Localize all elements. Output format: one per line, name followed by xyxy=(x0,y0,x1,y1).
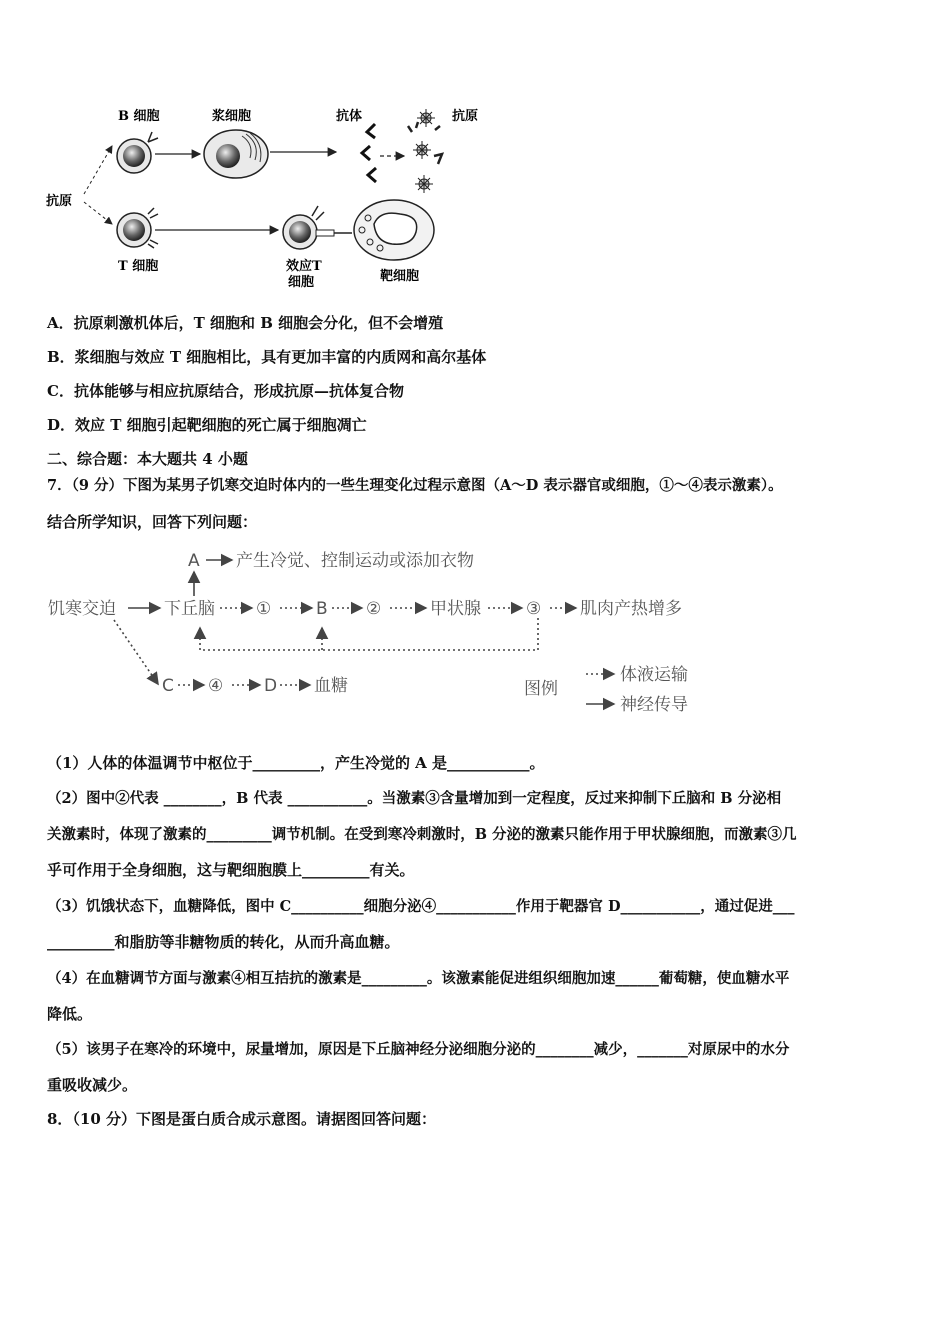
target-cell xyxy=(354,200,434,260)
antigen-label-left: 抗原 xyxy=(46,194,73,209)
b-cell xyxy=(117,132,158,173)
option-b: B．浆细胞与效应 T 细胞相比，具有更加丰富的内质网和高尔基体 xyxy=(47,348,487,366)
q7-sub5-line2: 重吸收减少。 xyxy=(47,1076,138,1094)
b-cell-label: B 细胞 xyxy=(118,109,160,124)
antibody-shapes xyxy=(362,124,376,182)
q7-sub3-line2: _________和脂肪等非糖物质的转化，从而升高血糖。 xyxy=(47,933,400,951)
flow-diagram xyxy=(44,538,704,724)
section-title: 二、综合题：本大题共 4 小题 xyxy=(47,450,248,468)
label-hormone-3: ③ xyxy=(526,599,542,619)
effector-t-cell xyxy=(283,206,352,249)
label-a: A xyxy=(188,551,200,571)
label-muscle-heat: 肌肉产热增多 xyxy=(580,599,682,619)
option-c: C．抗体能够与相应抗原结合，形成抗原—抗体复合物 xyxy=(47,382,404,400)
option-d: D．效应 T 细胞引起靶细胞的死亡属于细胞凋亡 xyxy=(47,416,367,434)
label-blood-sugar: 血糖 xyxy=(314,676,348,696)
label-hormone-4: ④ xyxy=(208,676,224,696)
immune-diagram xyxy=(40,98,500,294)
label-hormone-1: ① xyxy=(256,599,272,619)
q8-title: 8．（10 分）下图是蛋白质合成示意图。请据图回答问题： xyxy=(47,1110,437,1128)
antigen-label-right: 抗原 xyxy=(452,109,479,124)
label-hypothalamus: 下丘脑 xyxy=(164,599,215,619)
t-cell xyxy=(117,208,158,248)
q7-line1: 7．（9 分）下图为某男子饥寒交迫时体内的一些生理变化过程示意图（A～D 表示器官或细胞，①～④表示激素）。 xyxy=(47,477,783,494)
q7-line2: 结合所学知识，回答下列问题： xyxy=(47,513,258,531)
arrow-start-c xyxy=(114,620,158,684)
q7-sub5-line1: （5）该男子在寒冷的环境中，尿量增加，原因是下丘脑神经分泌细胞分泌的________减少，_______对原尿中的水分 xyxy=(47,1041,790,1058)
q7-sub1: （1）人体的体温调节中枢位于_________，产生冷觉的 A 是___________。 xyxy=(47,754,545,772)
label-hormone-2: ② xyxy=(366,599,382,619)
q7-sub2-line1: （2）图中②代表 ________，B 代表 ___________。当激素③含量增加到一定程度，反过来抑制下丘脑和 B 分泌相 xyxy=(47,790,782,807)
dashed-arrow-up xyxy=(84,146,112,194)
effector-t-label-1: 效应T xyxy=(286,259,322,274)
q7-sub2-line2: 关激素时，体现了激素的_________调节机制。在受到寒冷刺激时，B 分泌的激素只能作用于甲状腺细胞，而激素③几 xyxy=(47,826,797,843)
antibody-label: 抗体 xyxy=(336,109,363,124)
option-a: A．抗原刺激机体后，T 细胞和 B 细胞会分化，但不会增殖 xyxy=(47,314,444,332)
feedback-loop xyxy=(200,618,538,650)
legend-nerve-text: 神经传导 xyxy=(620,695,688,715)
effector-t-label-2: 细胞 xyxy=(288,275,315,290)
target-cell-label: 靶细胞 xyxy=(380,269,420,284)
label-hunger-cold: 饥寒交迫 xyxy=(48,599,116,619)
label-a-text: 产生冷觉、控制运动或添加衣物 xyxy=(236,551,474,571)
q7-sub4-line2: 降低。 xyxy=(47,1005,93,1023)
antigen-shapes xyxy=(408,109,442,193)
q7-sub4-line1: （4）在血糖调节方面与激素④相互拮抗的激素是_________。该激素能促进组织细胞加速______葡萄糖，使血糖水平 xyxy=(47,970,790,987)
label-b: B xyxy=(316,599,328,619)
q7-sub3-line1: （3）饥饿状态下，血糖降低，图中 C__________细胞分泌④___________作用于靶器官 D___________，通过促进___ xyxy=(47,898,795,915)
label-thyroid: 甲状腺 xyxy=(430,599,481,619)
label-d: D xyxy=(264,676,278,696)
q7-sub2-line3: 乎可作用于全身细胞，这与靶细胞膜上_________有关。 xyxy=(47,861,415,879)
label-c: C xyxy=(162,676,174,696)
legend-title: 图例 xyxy=(524,679,558,699)
plasma-cell xyxy=(204,130,268,178)
legend-fluid-text: 体液运输 xyxy=(620,665,688,685)
dashed-arrow-down xyxy=(84,202,112,224)
t-cell-label: T 细胞 xyxy=(118,259,159,274)
plasma-cell-label: 浆细胞 xyxy=(212,109,252,124)
